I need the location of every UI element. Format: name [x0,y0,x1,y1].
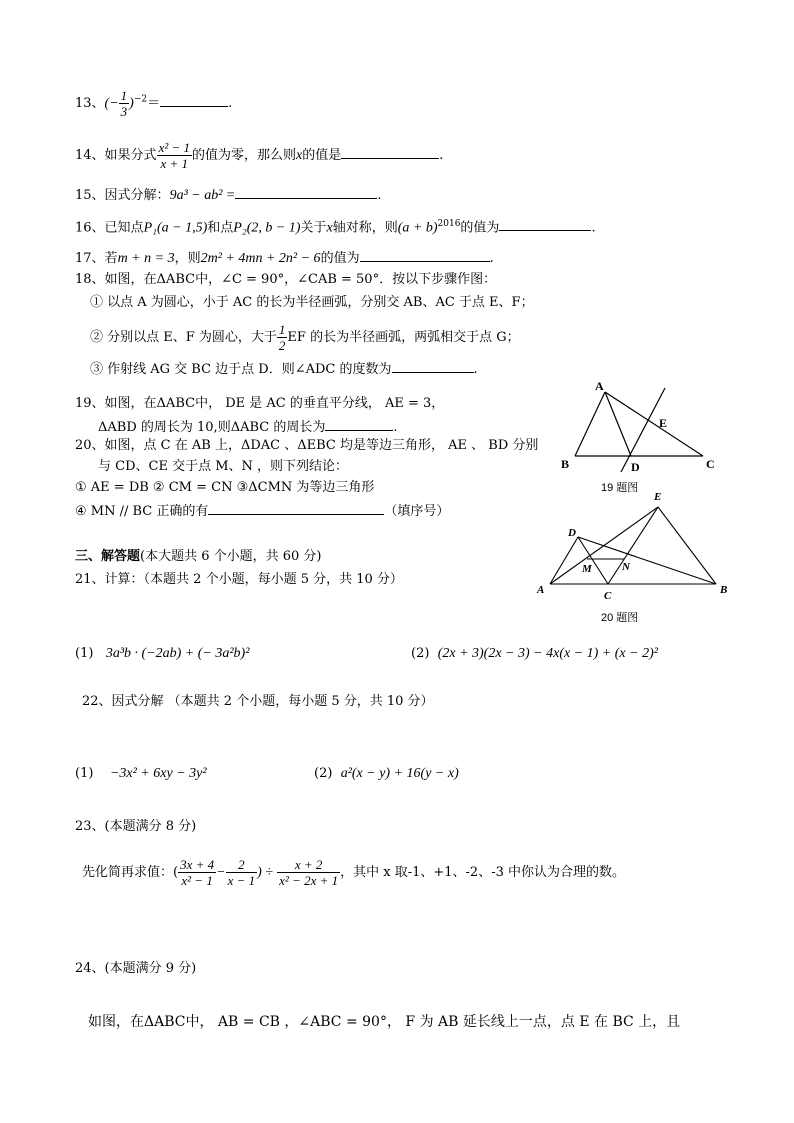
question-number: 15、 [75,188,105,203]
period: . [439,148,444,163]
vertex-label-n: N [622,561,630,573]
question-18-step-3 [90,358,478,379]
question-text: 的值为 [460,220,500,236]
period: . [473,362,478,377]
period: . [591,220,596,236]
question-number: 16、 [75,220,105,236]
fraction-numerator: 1 [120,88,128,103]
exponent: 2016 [437,219,461,229]
question-text: （填序号） [384,504,450,519]
period: . [377,188,382,203]
question-22-part-1 [75,765,207,783]
question-text: 关于 [300,220,327,236]
variable: x [326,220,333,236]
fraction-numerator: 3x + 4 [180,857,215,872]
question-text: 的值是 [302,148,342,163]
fraction-denominator: 3 [120,104,128,119]
vertex-label-m: M [582,563,592,575]
fraction [277,857,340,888]
math-expression: m + n = 3 [117,251,175,266]
math-expression: a²(x − y) + 16(y − x) [340,766,459,781]
question-text: 先化简再求值：( [82,865,179,880]
fraction-denominator: x − 1 [227,873,256,888]
question-text: 和点 [207,220,234,236]
part-label: (1) [75,646,94,661]
equals-sign: ＝ [147,96,161,111]
division-sign: ) ÷ [257,865,273,880]
figure-19-caption: 19 题图 [601,482,639,494]
fraction-numerator: 1 [278,322,286,337]
period: . [489,251,494,266]
part-label: (2) [411,646,430,661]
step-text: ③ 作射线 AG 交 BC 边于点 D．则∠ADC 的度数为 [90,362,392,377]
answer-blank[interactable] [341,144,439,159]
vertex-label-b: B [561,457,570,471]
question-20-line-2: 与 CD、CE 交于点 M、N ，则下列结论： [98,459,349,474]
vertex-label-c: C [706,457,715,471]
question-23-body [82,857,625,888]
figure-20-caption: 20 题图 [601,612,639,624]
question-number: 19、 [75,396,105,411]
vertex-label-e: E [659,416,668,430]
math-expression: −3x² + 6xy − 3y² [109,766,207,781]
question-text: ，其中 x 取-1、+1、-2、-3 中你认为合理的数。 [340,865,625,880]
question-15 [75,184,382,205]
section-note: (本大题共 6 个小题，共 60 分) [140,549,322,564]
question-text: ，则 [174,251,201,266]
question-text: 如图，点 C 在 AB 上，ΔDAC 、ΔEBC 均是等边三角形， AE 、 BD 分别 [104,438,539,453]
question-text: 已知点 [104,220,144,236]
step-text: ② 分别以点 E、F 为圆心，大于 [90,330,277,345]
answer-blank[interactable] [160,92,228,107]
question-text: ④ MN // BC 正确的有 [75,504,209,519]
fraction-numerator: 2 [226,857,258,873]
question-19-line-2 [98,416,397,437]
math-expression: 9a³ − ab² = [169,188,236,203]
question-text: 的值为 [320,251,360,266]
question-14 [75,140,443,171]
answer-blank[interactable] [392,358,474,373]
figure-19 [555,378,730,473]
question-18-step-1: ① 以点 A 为圆心，小于 AC 的长为半径画弧，分别交 AB、AC 于点 E、F； [90,295,534,310]
question-text: ΔABD 的周长为 10,则ΔABC 的周长为 [98,420,326,435]
question-text: 的值为零，那么则 [192,148,297,163]
answer-blank[interactable] [235,184,377,199]
fraction [277,322,288,353]
fraction [178,857,216,888]
section-3-heading [75,548,322,566]
question-20-line-3: ① AE = DB ② CM = CN ③ΔCMN 为等边三角形 [75,480,375,495]
answer-blank[interactable] [325,416,393,431]
answer-blank[interactable] [208,500,384,515]
question-21-part-1 [75,645,249,663]
question-16 [75,215,596,237]
section-title: 三、解答题 [75,549,141,564]
question-20 [75,437,538,455]
vertex-label-d: D [568,527,576,539]
question-19 [75,395,444,413]
fraction-denominator: 2 [278,338,286,353]
question-text: 如图，在ΔABC中，∠C = 90°，∠CAB = 50°．按以下步骤作图： [104,272,497,287]
question-number: 20、 [75,438,105,453]
vertex-label-e: E [654,491,662,503]
question-text: 轴对称，则 [332,220,398,236]
step-text: EF 的长为半径画弧，两弧相交于点 G； [287,330,520,345]
minus-sign: − [216,865,226,880]
period: . [393,420,398,435]
question-21-part-2 [411,645,658,663]
question-number: 13、 [75,96,105,111]
question-text: 如图，在ΔABC中， DE 是 AC 的垂直平分线， AE = 3， [104,396,445,411]
math-expression: P₂(2, b − 1) [233,220,301,236]
question-23-title: 23、(本题满分 8 分) [75,819,197,834]
question-24-title: 24、(本题满分 9 分) [75,961,197,976]
question-number: 18、 [75,272,105,287]
vertex-label-c: C [604,590,612,602]
math-expression: (a + b) [397,220,438,236]
math-expression: 3a³b · (−2ab) + (− 3a²b)² [105,646,250,661]
fraction [157,140,192,171]
period: . [228,96,233,111]
question-text: 如果分式 [104,148,157,163]
vertex-label-a: A [537,584,545,596]
fraction-numerator: x² − 1 [158,140,191,155]
part-label: (1) [75,766,94,781]
question-20-line-4 [75,500,449,521]
vertex-label-b: B [720,584,728,596]
question-18 [75,271,496,289]
answer-blank[interactable] [360,247,490,262]
variable: x [296,148,303,163]
question-number: 17、 [75,251,105,266]
fraction [226,857,258,888]
question-21-title: 21、计算：（本题共 2 个小题，每小题 5 分，共 10 分） [75,572,403,587]
question-22-title: 22、因式分解 （本题共 2 个小题，每小题 5 分，共 10 分） [82,694,434,709]
exponent: −2 [133,94,148,105]
question-number: 14、 [75,148,105,163]
question-22-part-2 [314,765,459,783]
answer-blank[interactable] [499,216,591,231]
fraction-numerator: x + 2 [277,857,340,873]
question-17 [75,247,494,268]
part-label: (2) [314,766,333,781]
question-24-body: 如图，在ΔABC中， AB = CB ，∠ABC = 90°， F 为 AB 延长线上一点，点 E 在 BC 上，且 [88,1014,681,1030]
fraction-denominator: x² − 1 [181,873,213,888]
fraction-denominator: x² − 2x + 1 [279,873,339,888]
question-18-step-2 [90,322,520,353]
vertex-label-d: D [631,460,640,473]
vertex-label-a: A [595,379,604,393]
fraction-denominator: x + 1 [160,156,189,171]
question-text: 若 [104,251,118,266]
fraction [119,88,130,119]
math-expression: 2m² + 4mn + 2n² − 6 [200,251,321,266]
math-expression: (2x + 3)(2x − 3) − 4x(x − 1) + (x − 2)² [437,646,658,661]
question-text: 因式分解： [104,188,170,203]
figure-20 [530,487,740,605]
math-expression: P₁(a − 1,5) [143,220,208,236]
question-13: 13、(− $\frac{1}{3}$ )$^{-2}$＝ . [75,88,233,119]
